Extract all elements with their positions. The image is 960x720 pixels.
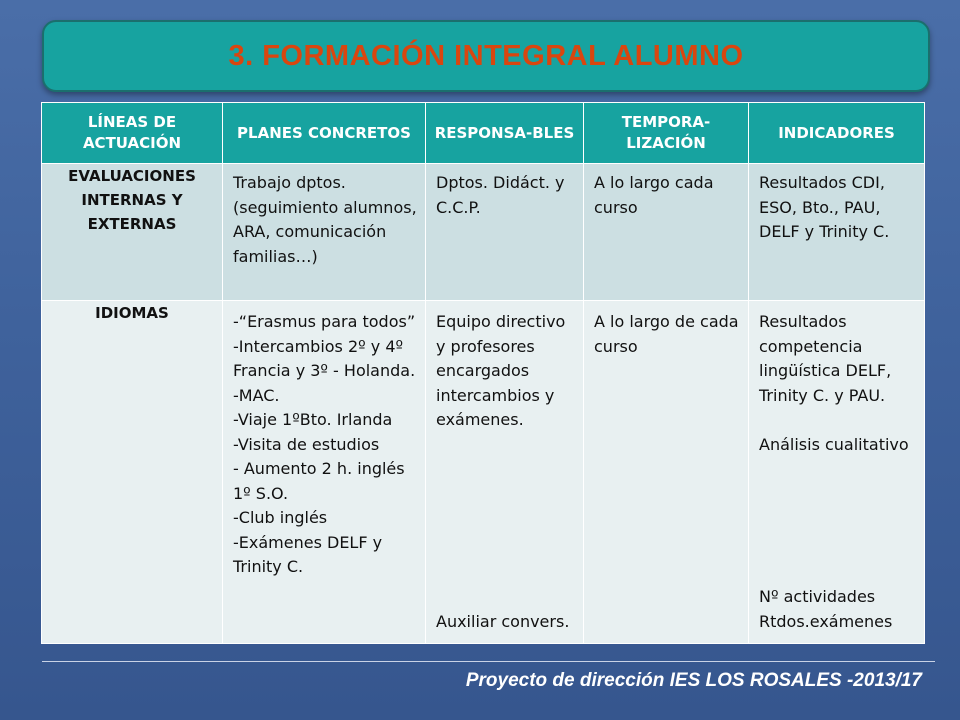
row-indicators: Resultados CDI, ESO, Bto., PAU, DELF y Trinity C. (759, 173, 890, 241)
row-responsible-top: Equipo directivo y profesores encargados intercambios y exámenes. (436, 312, 566, 429)
row-timing: A lo largo cada curso (594, 173, 714, 217)
row-indicators-cell (749, 301, 925, 644)
table-row (42, 301, 925, 644)
header-timing: TEMPORA-LIZACIÓN (584, 103, 749, 164)
row-line-label: EVALUACIONES INTERNAS Y EXTERNAS (42, 164, 223, 301)
row-line-label: IDIOMAS (42, 301, 223, 644)
row-plans-cell (223, 301, 426, 644)
row-indicators-top: Resultados competencia lingüística DELF, Trinity C. y PAU. Análisis cualitativo (759, 312, 909, 454)
row-responsible-cell (426, 301, 584, 644)
row-plans: Trabajo dptos. (seguimiento alumnos, ARA, comunicación familias…) (233, 173, 417, 266)
indicators-split (750, 302, 923, 634)
header-lines: LÍNEAS DE ACTUACIÓN (42, 103, 223, 164)
row-indicators-bottom: Nº actividades Rtdos.exámenes (759, 587, 893, 631)
footer-text: Proyecto de dirección IES LOS ROSALES -2013/17 (465, 670, 922, 691)
title-banner (42, 20, 930, 92)
row-plans: -“Erasmus para todos” -Intercambios 2º y 4º Francia y 3º - Holanda. -MAC. -Viaje 1ºBto. Irlanda -Visita de estudios - Aumento 2 h. inglés 1º S.O. -Club inglés -Exámenes DELF y Trinity C. (233, 312, 416, 576)
header-responsible: RESPONSA-BLES (426, 103, 584, 164)
row-timing-cell (584, 164, 749, 301)
footer-divider (42, 661, 935, 662)
header-row (42, 103, 925, 164)
row-responsible-bottom: Auxiliar convers. (436, 611, 570, 631)
row-indicators-cell (749, 164, 925, 301)
row-timing-cell (584, 301, 749, 644)
header-plans: PLANES CONCRETOS (223, 103, 426, 164)
row-responsible-cell (426, 164, 584, 301)
slide-title: 3. FORMACIÓN INTEGRAL ALUMNO (228, 39, 744, 72)
row-timing: A lo largo de cada curso (594, 312, 739, 356)
row-responsible: Dptos. Didáct. y C.C.P. (436, 173, 565, 217)
table-row (42, 164, 925, 301)
responsible-split (427, 302, 582, 634)
plan-table (41, 102, 925, 644)
row-plans-cell (223, 164, 426, 301)
header-indicators: INDICADORES (749, 103, 925, 164)
